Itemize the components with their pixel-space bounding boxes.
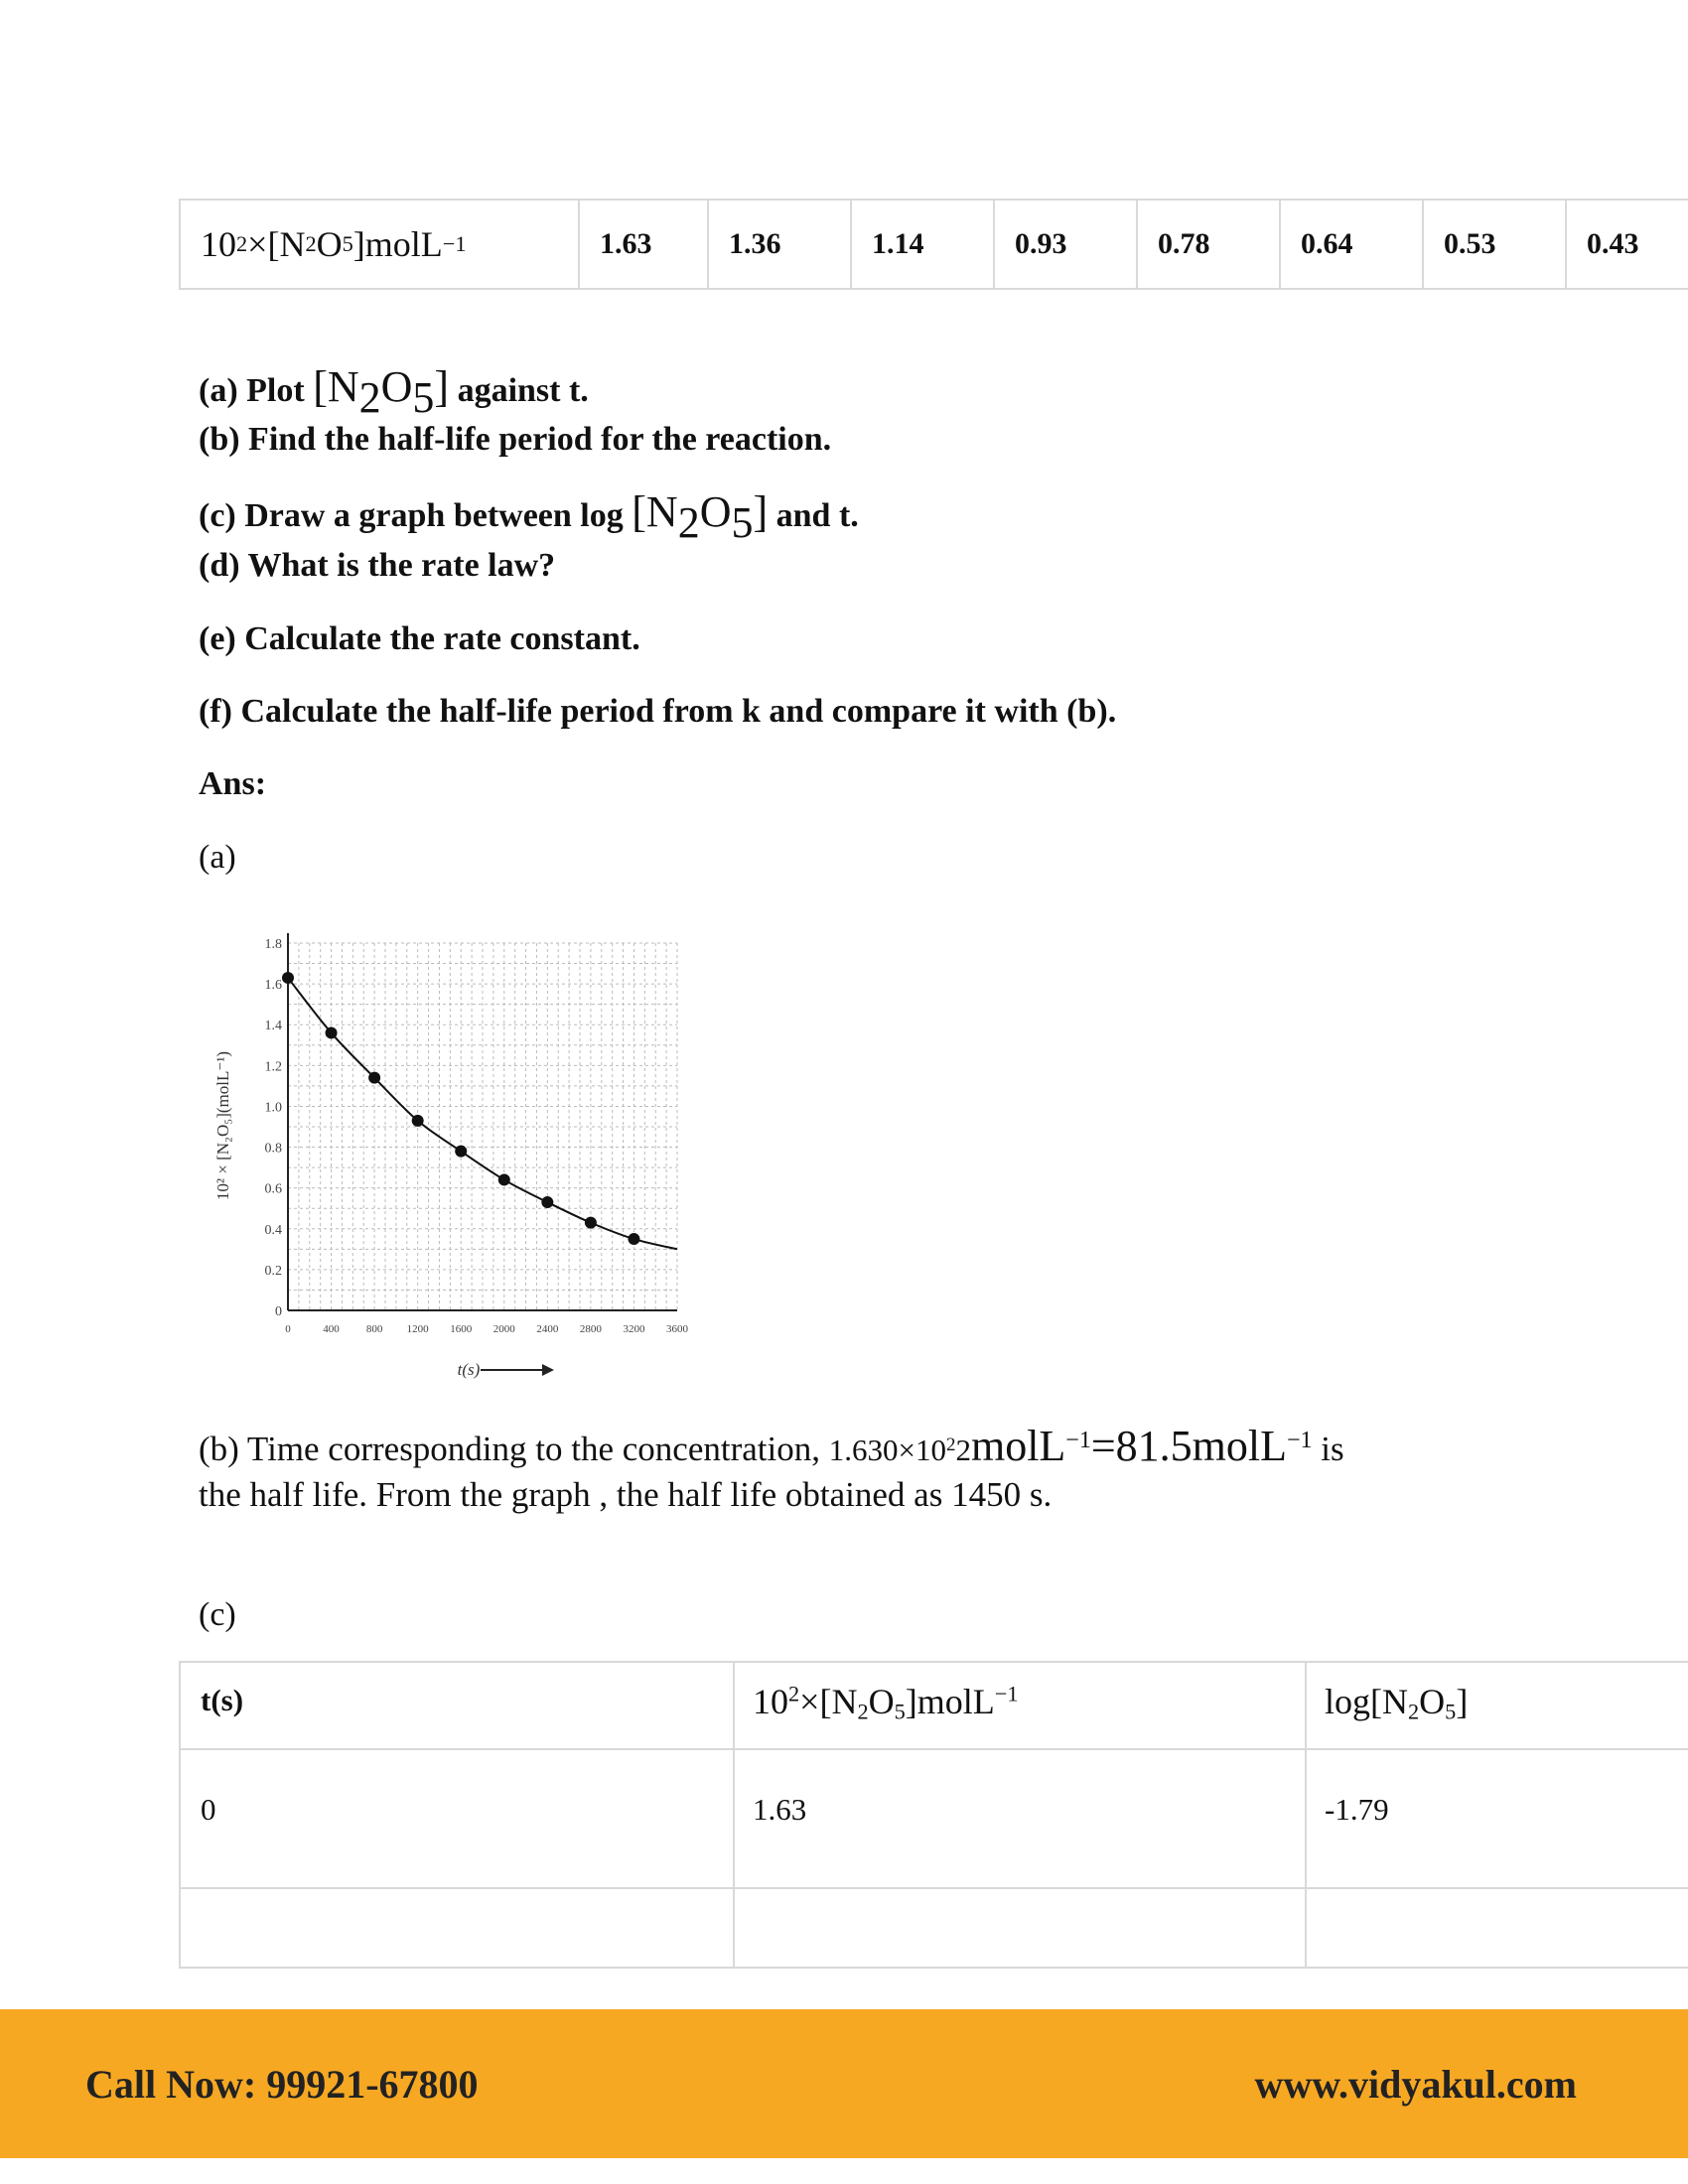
table-cell: 0.78 [1138, 201, 1281, 288]
table-cell: 0 [201, 1792, 216, 1827]
x-tick-label: 1600 [450, 1323, 473, 1335]
data-point [412, 1115, 424, 1127]
table-cell: 0.53 [1424, 201, 1567, 288]
x-axis-label: t(s) [457, 1360, 481, 1379]
x-tick-label: 2400 [536, 1323, 559, 1335]
formula-sub: 5 [731, 498, 754, 547]
table-header-concentration [753, 1681, 1019, 1725]
y-tick-label: 0.6 [264, 1181, 282, 1197]
call-now-text: Call Now: 99921-67800 [85, 2061, 479, 2107]
header-text: ]molL [905, 1682, 995, 1721]
question-e: (e) Calculate the rate constant. [199, 620, 640, 657]
x-axis-arrow-icon [481, 1364, 554, 1376]
y-tick-label: 1.8 [264, 937, 282, 952]
answer-text: =81.5molL [1090, 1422, 1287, 1471]
question-text: (c) Draw a graph between log [199, 497, 633, 534]
table-cell: 0.64 [1281, 201, 1424, 288]
answer-text: molL [970, 1422, 1066, 1471]
header-sub: 5 [894, 1699, 906, 1724]
x-tick-label: 3200 [623, 1323, 645, 1335]
table-divider [181, 1887, 1688, 1889]
table-divider [733, 1663, 735, 1967]
formula-sub: 2 [677, 498, 700, 547]
formula-text: O [699, 487, 732, 536]
header-sub: 2 [1408, 1699, 1420, 1724]
data-point [585, 1217, 597, 1229]
header-sup: 2 [236, 231, 248, 256]
header-sub: 2 [857, 1699, 869, 1724]
table-divider [1305, 1663, 1307, 1967]
table-divider [181, 1748, 1688, 1750]
header-sup: 2 [788, 1681, 800, 1706]
header-text: ]molL [352, 224, 443, 264]
answer-text: 1.630×10 [828, 1433, 946, 1468]
concentration-table [179, 199, 1688, 290]
header-text: log[N [1325, 1682, 1408, 1721]
y-tick-label: 0.8 [264, 1141, 282, 1157]
answer-text: 2 [955, 1433, 971, 1468]
y-axis-label: 10² × [N₂O₅](molL⁻¹) [213, 1050, 232, 1201]
formula-sub: 2 [358, 373, 381, 422]
header-text: O [868, 1682, 895, 1721]
table-header-time: t(s) [201, 1683, 244, 1717]
formula-text: O [380, 362, 413, 411]
x-tick-label: 0 [285, 1323, 291, 1335]
data-point [368, 1072, 380, 1084]
header-text: ] [1456, 1682, 1469, 1721]
question-text: and t. [768, 497, 859, 534]
header-text: ×[N [799, 1682, 858, 1721]
table-cell: -1.79 [1325, 1792, 1389, 1827]
formula-sub: 5 [412, 373, 435, 422]
header-sup: −1 [442, 231, 467, 256]
data-point [628, 1233, 639, 1245]
y-tick-label: 0.2 [264, 1263, 282, 1279]
log-concentration-table [179, 1661, 1688, 1969]
header-sub: 5 [1445, 1699, 1457, 1724]
footer-bar [0, 2009, 1688, 2158]
question-c [199, 486, 859, 548]
table-cell: 1.14 [852, 201, 995, 288]
question-b: (b) Find the half-life period for the reaction. [199, 421, 832, 458]
y-tick-label: 0.4 [264, 1222, 282, 1238]
answer-sup: −1 [1286, 1428, 1313, 1453]
concentration-vs-time-chart [199, 913, 695, 1400]
header-text: ×[N [247, 224, 306, 264]
answer-sup: 2 [945, 1433, 956, 1455]
table-cell: 1.63 [580, 201, 709, 288]
table-cell: 1.36 [709, 201, 852, 288]
x-tick-label: 2800 [579, 1323, 602, 1335]
data-point [326, 1026, 338, 1038]
y-tick-labels [265, 937, 283, 1319]
header-text: O [316, 224, 343, 264]
table-cell: 0.43 [1587, 227, 1639, 260]
header-text: 10 [201, 224, 236, 264]
x-tick-label: 3600 [666, 1323, 688, 1335]
answer-c-label: (c) [199, 1596, 236, 1633]
data-point [455, 1146, 467, 1158]
y-tick-label: 1.4 [264, 1019, 282, 1034]
y-tick-label: 1.2 [264, 1059, 282, 1075]
chart-grid [288, 943, 677, 1310]
data-point [282, 972, 294, 984]
y-tick-label: 1.6 [264, 978, 282, 994]
answer-a-label: (a) [199, 839, 236, 876]
answer-b-line1 [199, 1415, 1344, 1476]
chart-points [282, 972, 639, 1245]
formula-text: [N [313, 362, 359, 411]
table-header-log [1325, 1681, 1468, 1725]
answer-text: (b) Time corresponding to the concentration, [199, 1430, 829, 1469]
header-sub: 5 [342, 231, 353, 256]
website-link[interactable]: www.vidyakul.com [1254, 2061, 1577, 2107]
x-tick-label: 1200 [406, 1323, 429, 1335]
data-curve [288, 978, 677, 1249]
header-text: O [1419, 1682, 1446, 1721]
answer-text: is [1312, 1430, 1344, 1469]
data-point [541, 1196, 553, 1208]
answer-heading: Ans: [199, 765, 267, 802]
chart-curve [288, 978, 677, 1249]
data-point [498, 1173, 510, 1185]
answer-b-line2: the half life. From the graph , the half life obtained as 1450 s. [199, 1475, 1053, 1514]
header-sup: −1 [994, 1681, 1019, 1706]
formula-text: [N [632, 487, 678, 536]
question-text: against t. [449, 372, 589, 409]
formula-text: ] [753, 487, 769, 536]
x-tick-label: 800 [365, 1323, 383, 1335]
x-tick-label: 2000 [492, 1323, 515, 1335]
header-sub: 2 [305, 231, 317, 256]
header-text: 10 [753, 1682, 788, 1721]
table-header-concentration [181, 201, 580, 288]
question-f: (f) Calculate the half-life period from k and compare it with (b). [199, 693, 1117, 730]
answer-sup: −1 [1065, 1428, 1091, 1453]
question-d: (d) What is the rate law? [199, 547, 556, 584]
table-cell: 0.93 [995, 201, 1138, 288]
table-cell: 1.63 [753, 1792, 807, 1827]
question-text: (a) Plot [199, 372, 314, 409]
question-a [199, 361, 589, 423]
y-tick-label: 0 [275, 1304, 282, 1319]
formula-text: ] [434, 362, 450, 411]
x-tick-label: 400 [323, 1323, 340, 1335]
y-tick-label: 1.0 [264, 1100, 282, 1116]
x-tick-labels [285, 1323, 688, 1335]
